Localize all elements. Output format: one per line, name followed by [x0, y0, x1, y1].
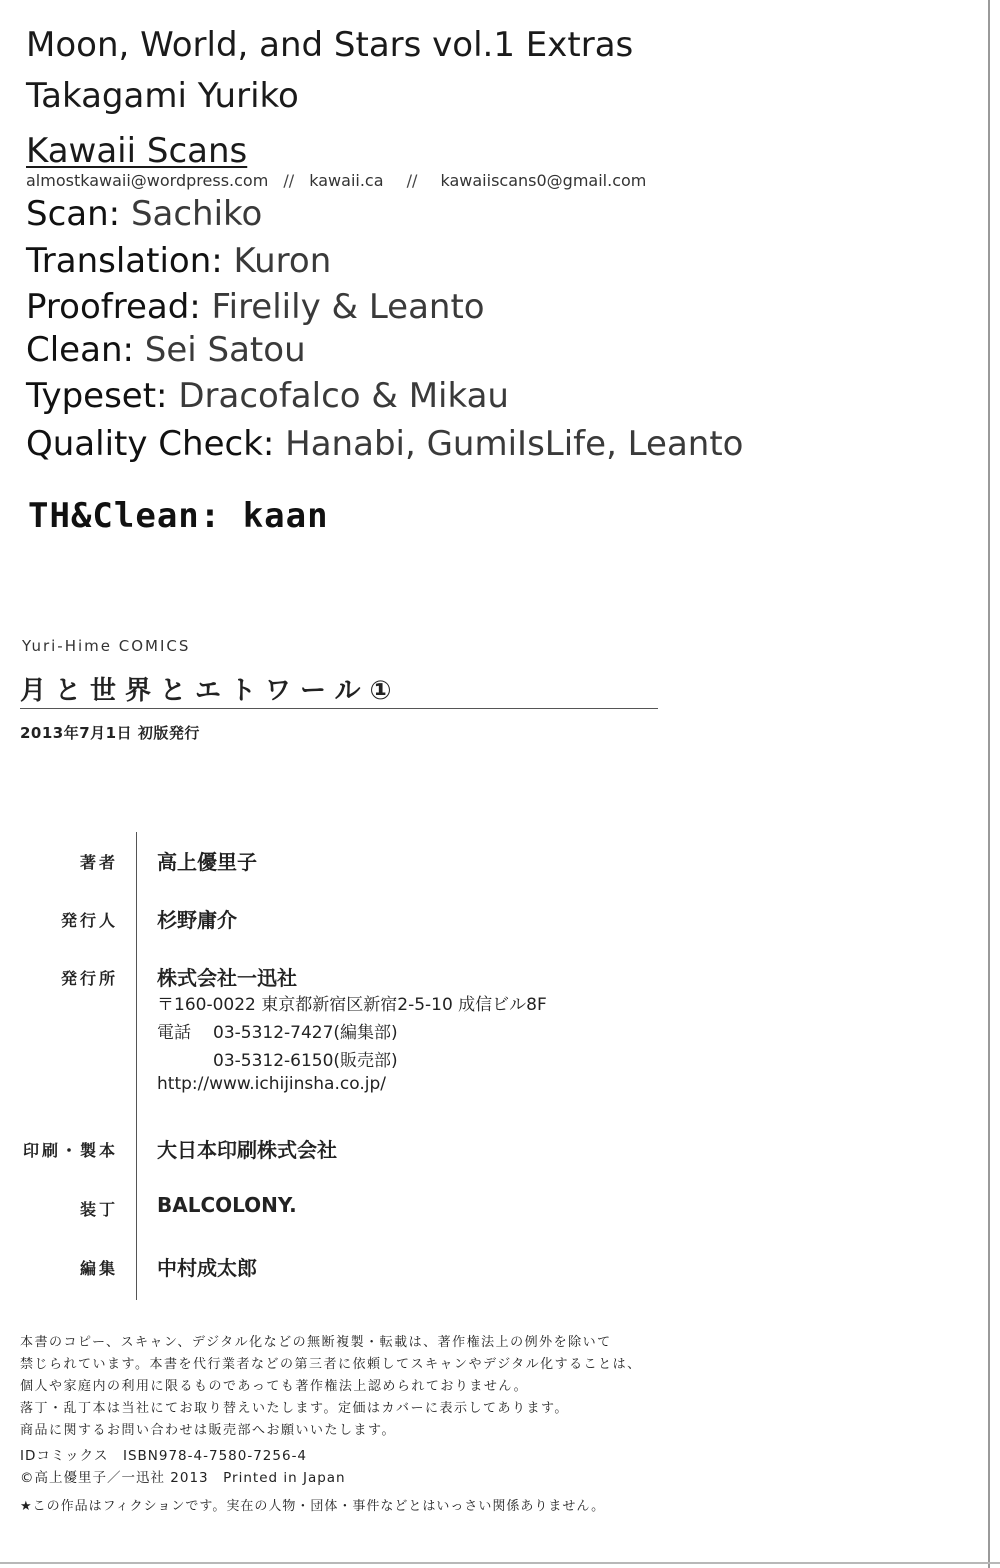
credits-title: Moon, World, and Stars vol.1 Extras [26, 25, 634, 65]
credit-quality-check [26, 424, 743, 464]
notice-line: 禁じられています。本書を代行業者などの第三者に依頼してスキャンやデジタル化することは、 [20, 1357, 642, 1372]
credit-clean [26, 330, 306, 370]
credit-label: Scan: [26, 194, 121, 234]
credit-label: Typeset: [26, 376, 168, 416]
page-edge-right [988, 0, 990, 1568]
credit-th-clean: TH&Clean: kaan [28, 496, 329, 536]
phone-editorial: 03-5312-7427(編集部) [213, 1023, 398, 1043]
notice-line: 商品に関するお問い合わせは販売部へお願いいたします。 [20, 1423, 396, 1438]
publisher-url: http://www.ichijinsha.co.jp/ [157, 1074, 386, 1094]
title-underline [20, 708, 658, 709]
publication-date: 2013年7月1日 初版発行 [20, 724, 200, 742]
imprint-label: Yuri-Hime COMICS [22, 637, 191, 655]
notice-line: 個人や家庭内の利用に限るものであっても著作権法上認められておりません。 [20, 1379, 529, 1394]
fiction-note: ★この作品はフィクションです。実在の人物・団体・事件などとはいっさい関係ありません。 [20, 1499, 606, 1514]
row-value-printing: 大日本印刷株式会社 [157, 1138, 337, 1162]
contact-separator: // [283, 171, 295, 190]
credit-value: Firelily & Leanto [211, 287, 485, 327]
contact-site: kawaii.ca [309, 171, 384, 190]
credit-label: Translation: [26, 241, 223, 281]
publisher-address: 〒160-0022 東京都新宿区新宿2-5-10 成信ビル8F [157, 995, 547, 1015]
credit-value: Hanabi, GumiIsLife, Leanto [285, 424, 744, 464]
row-value-design: BALCOLONY. [157, 1193, 297, 1217]
notice-line: 落丁・乱丁本は当社にてお取り替えいたします。定価はカバーに表示してあります。 [20, 1401, 569, 1416]
credit-value: Kuron [233, 241, 332, 281]
credit-label: Clean: [26, 330, 134, 370]
phone-sales: 03-5312-6150(販売部) [213, 1051, 398, 1071]
row-label-publisher-person: 発行人 [60, 911, 118, 930]
credit-label: Proofread: [26, 287, 201, 327]
row-label-author: 著者 [79, 853, 118, 872]
contact-separator: // [406, 171, 418, 190]
credits-contacts [26, 171, 646, 190]
isbn: IDコミックス ISBN978-4-7580-7256-4 [20, 1448, 308, 1464]
credit-value: Sei Satou [144, 330, 306, 370]
colophon-divider [136, 832, 137, 1300]
book-title: 月と世界とエトワール① [20, 676, 401, 706]
row-value-publisher: 株式会社一迅社 [157, 966, 297, 990]
credit-value: Dracofalco & Mikau [178, 376, 509, 416]
phone-label: 電話 [157, 1023, 191, 1043]
contact-wordpress: almostkawaii@wordpress.com [26, 171, 269, 190]
row-label-publisher: 発行所 [60, 969, 118, 988]
row-value-publisher-person: 杉野庸介 [157, 908, 237, 932]
credits-group-name: Kawaii Scans [26, 131, 248, 171]
row-label-printing: 印刷・製本 [22, 1141, 118, 1160]
credit-scan [26, 194, 262, 234]
credit-proofread [26, 287, 485, 327]
row-label-editor: 編集 [79, 1259, 118, 1278]
page-edge-bottom [0, 1562, 1000, 1564]
credits-author: Takagami Yuriko [26, 76, 299, 116]
row-label-design: 装丁 [79, 1200, 118, 1219]
credit-typeset [26, 376, 509, 416]
credit-label: Quality Check: [26, 424, 275, 464]
row-value-author: 高上優里子 [157, 850, 257, 874]
row-value-editor: 中村成太郎 [157, 1256, 257, 1280]
credit-value: Sachiko [130, 194, 263, 234]
contact-email: kawaiiscans0@gmail.com [440, 171, 647, 190]
copyright: ©高上優里子／一迅社 2013 Printed in Japan [20, 1470, 346, 1486]
notice-line: 本書のコピー、スキャン、デジタル化などの無断複製・転載は、著作権法上の例外を除いて [20, 1335, 612, 1350]
credit-translation [26, 241, 331, 281]
